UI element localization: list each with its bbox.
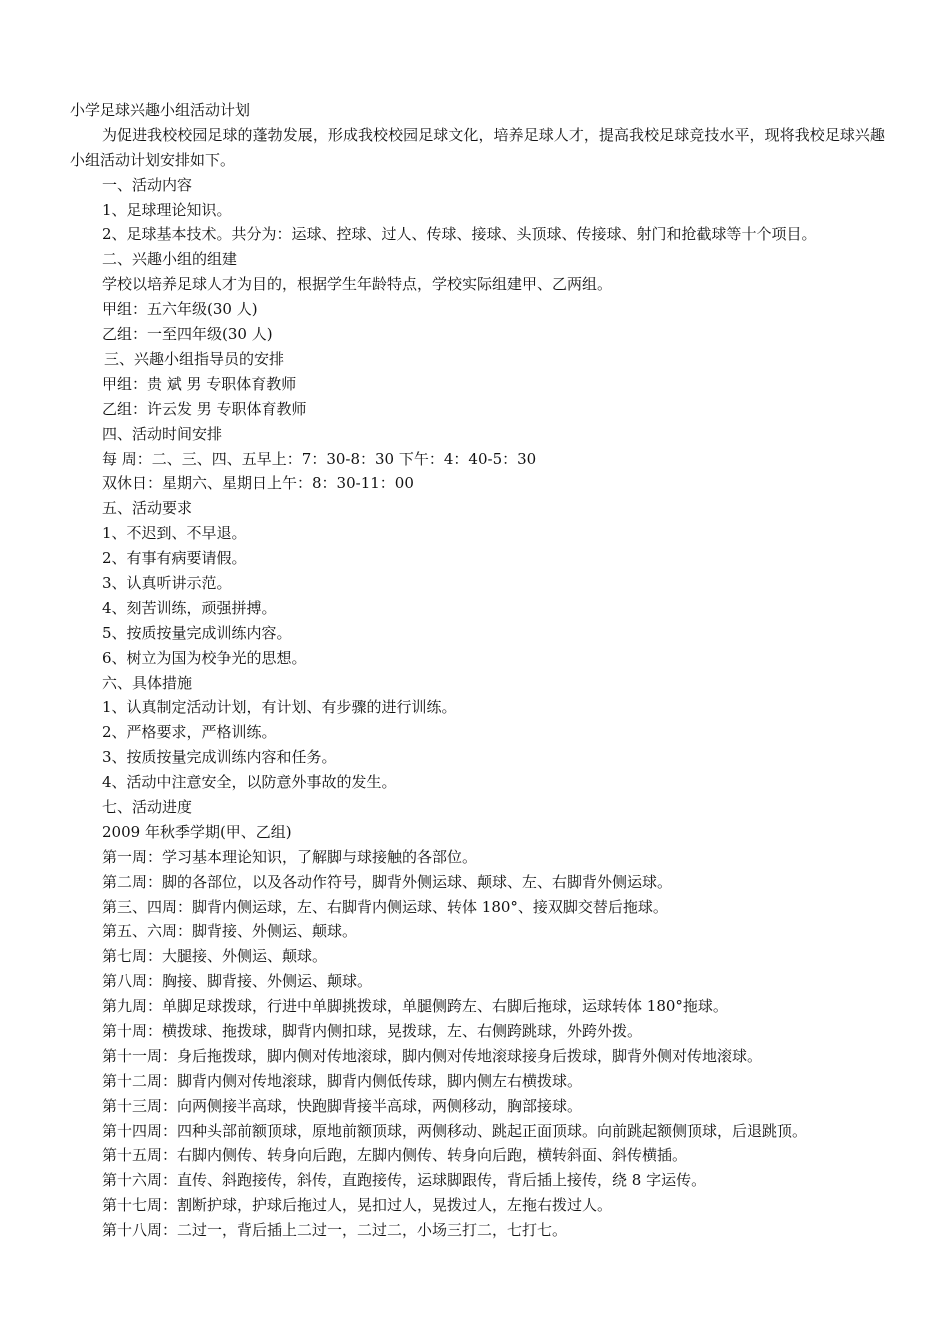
text-line: 学校以培养足球人才为目的，根据学生年龄特点，学校实际组建甲、乙两组。 [102, 275, 613, 294]
list-item: 3、按质按量完成训练内容和任务。 [102, 748, 337, 767]
section-heading-6: 六、具体措施 [102, 673, 193, 692]
schedule-item: 第十二周：脚背内侧对传地滚球，脚背内侧低传球，脚内侧左右横拨球。 [102, 1071, 583, 1090]
list-item: 4、活动中注意安全，以防意外事故的发生。 [102, 773, 397, 792]
schedule-item: 第十七周：割断护球，护球后拖过人，晃扣过人，晃拨过人，左拖右拨过人。 [102, 1196, 613, 1215]
list-item: 2、有事有病要请假。 [102, 549, 247, 568]
list-item: 2、严格要求，严格训练。 [102, 723, 277, 742]
schedule-item: 第七周：大腿接、外侧运、颠球。 [102, 947, 328, 966]
text-line: 乙组：许云发 男 专职体育教师 [102, 399, 307, 418]
section-heading-4: 四、活动时间安排 [102, 424, 223, 443]
list-item: 1、认真制定活动计划，有计划、有步骤的进行训练。 [102, 698, 457, 717]
section-heading-7: 七、活动进度 [102, 797, 193, 816]
schedule-item: 第十六周：直传、斜跑接传，斜传，直跑接传，运球脚跟传，背后插上接传，绕 8 字运传。 [102, 1171, 707, 1190]
schedule-item: 第九周：单脚足球拨球，行进中单脚挑拨球，单腿侧跨左、右脚后拖球，运球转体 180°拖球。 [102, 997, 728, 1016]
list-item: 1、足球理论知识。 [102, 200, 232, 219]
schedule-item: 第十周：横拨球、拖拨球，脚背内侧扣球，晃拨球，左、右侧跨跳球，外跨外拨。 [102, 1021, 643, 1040]
document-page [70, 98, 885, 1243]
text-line: 双休日：星期六、星期日上午：8：30-11：00 [102, 474, 414, 493]
text-line: 乙组：一至四年级(30 人) [102, 325, 273, 344]
list-item: 3、认真听讲示范。 [102, 573, 232, 592]
text-line: 甲组：贵 斌 男 专职体育教师 [102, 374, 297, 393]
text-line: 每 周：二、三、四、五早上：7：30-8：30 下午：4：40-5：30 [102, 449, 537, 468]
section-heading-2: 二、兴趣小组的组建 [102, 250, 238, 269]
document-title: 小学足球兴趣小组活动计划 [70, 101, 251, 119]
schedule-item: 第十四周：四种头部前额顶球，原地前额顶球，两侧移动、跳起正面顶球。向前跳起额侧顶球，后退跳顶。 [102, 1121, 808, 1140]
schedule-item: 第五、六周：脚背接、外侧运、颠球。 [102, 922, 358, 941]
list-item: 6、树立为国为校争光的思想。 [102, 648, 307, 667]
schedule-item: 第十三周：向两侧接半高球，快跑脚背接半高球，两侧移动，胸部接球。 [102, 1096, 583, 1115]
text-line: 甲组：五六年级(30 人) [102, 300, 258, 319]
schedule-item: 第十八周：二过一，背后插上二过一，二过二，小场三打二，七打七。 [102, 1221, 568, 1240]
schedule-item: 第三、四周：脚背内侧运球，左、右脚背内侧运球、转体 180°、接双脚交替后拖球。 [102, 897, 668, 916]
schedule-item: 第十一周：身后拖拨球，脚内侧对传地滚球，脚内侧对传地滚球接身后拨球，脚背外侧对传地滚球。 [102, 1046, 763, 1065]
section-heading-3: 三、兴趣小组指导员的安排 [104, 349, 285, 368]
intro-paragraph: 为促进我校校园足球的蓬勃发展，形成我校校园足球文化，培养足球人才，提高我校足球竞技水平，现将我校足球兴趣小组活动计划安排如下。 [70, 125, 885, 169]
list-item: 4、刻苦训练，顽强拼搏。 [102, 598, 277, 617]
schedule-item: 第一周：学习基本理论知识，了解脚与球接触的各部位。 [102, 847, 478, 866]
schedule-item: 第二周：脚的各部位，以及各动作符号，脚背外侧运球、颠球、左、右脚背外侧运球。 [102, 872, 673, 891]
schedule-item: 第八周：胸接、脚背接、外侧运、颠球。 [102, 972, 373, 991]
section-heading-5: 五、活动要求 [102, 499, 193, 518]
schedule-item: 第十五周：右脚内侧传、转身向后跑，左脚内侧传、转身向后跑，横转斜面、斜传横插。 [102, 1146, 688, 1165]
section-heading-1: 一、活动内容 [102, 175, 193, 194]
list-item: 5、按质按量完成训练内容。 [102, 623, 292, 642]
semester-label: 2009 年秋季学期(甲、乙组) [102, 822, 292, 841]
list-item: 1、不迟到、不早退。 [102, 524, 247, 543]
list-item: 2、足球基本技术。共分为：运球、控球、过人、传球、接球、头顶球、传接球、射门和抢截球等十个项目。 [102, 225, 817, 244]
